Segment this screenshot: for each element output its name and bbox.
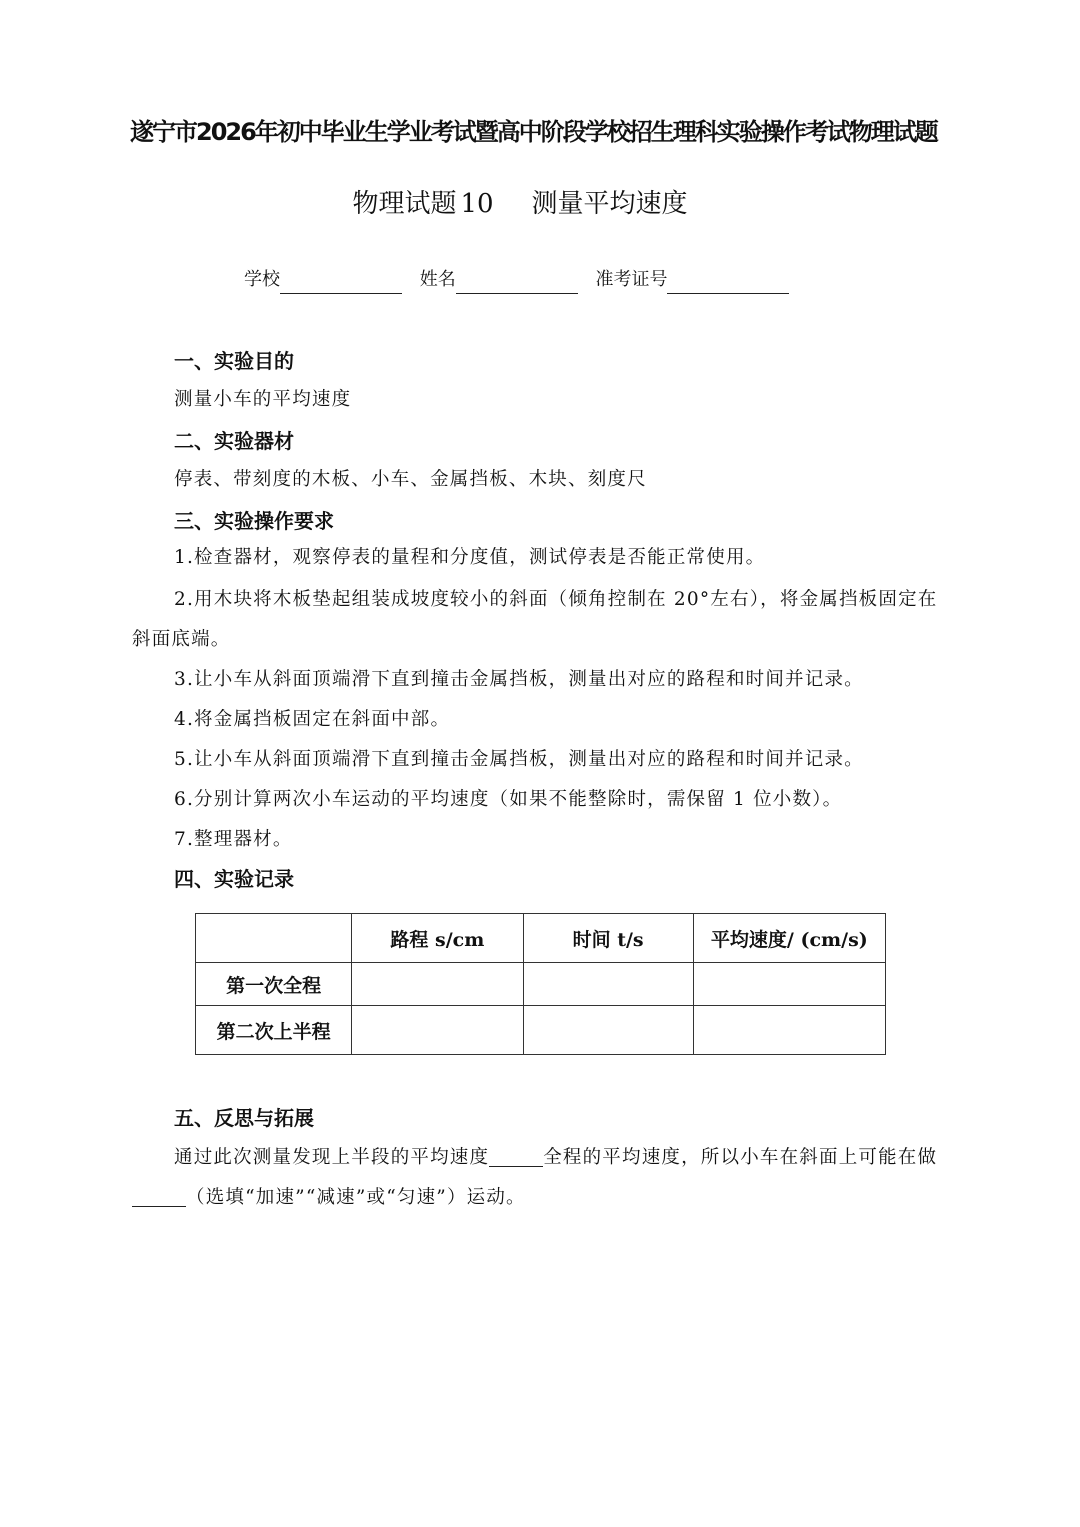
- procedure-step: 7.整理器材。: [174, 829, 293, 850]
- table-header-row: [196, 914, 886, 963]
- answer-blank-2[interactable]: [132, 1180, 186, 1207]
- school-label: 学校: [244, 269, 280, 290]
- table-cell-distance[interactable]: [352, 963, 523, 1006]
- experiment-title: [0, 184, 1040, 224]
- subtitle-prefix: 物理试题: [352, 189, 457, 219]
- section-heading-record: 四、实验记录: [174, 867, 294, 891]
- name-label: 姓名: [419, 269, 456, 290]
- equipment-text: 停表、带刻度的木板、小车、金属挡板、木块、刻度尺: [174, 469, 647, 490]
- procedure-step: 3.让小车从斜面顶端滑下直到撞击金属挡板，测量出对应的路程和时间并记录。: [174, 669, 864, 690]
- table-header: 时间 t/s: [523, 914, 693, 963]
- page-title: 遂宁市2026年初中毕业生学业考试暨高中阶段学校招生理科实验操作考试物理试题: [130, 118, 937, 146]
- table-header: [196, 914, 352, 963]
- table-header: 平均速度/ (cm/s): [693, 914, 885, 963]
- student-info-line: [244, 266, 801, 294]
- section-heading-procedure: 三、实验操作要求: [174, 509, 334, 533]
- name-blank[interactable]: [456, 271, 578, 294]
- reflection-text: [132, 1138, 952, 1218]
- subtitle-number: 10: [460, 189, 494, 219]
- subtitle-topic: 测量平均速度: [531, 189, 688, 219]
- row-label: 第二次上半程: [196, 1006, 352, 1055]
- procedure-step: 2.用木块将木板垫起组装成坡度较小的斜面（倾角控制在 20°左右），将金属挡板固定在斜面底端。: [132, 589, 938, 650]
- table-cell-time[interactable]: [523, 1006, 693, 1055]
- procedure-step: 5.让小车从斜面顶端滑下直到撞击金属挡板，测量出对应的路程和时间并记录。: [174, 749, 864, 770]
- reflection-text-b: 全程的平均速度，所以小车在斜面上可能在做: [543, 1147, 938, 1168]
- reflection-text-a: 通过此次测量发现上半段的平均速度: [174, 1147, 490, 1168]
- school-blank[interactable]: [280, 271, 402, 294]
- section-heading-purpose: 一、实验目的: [174, 349, 294, 373]
- exam-id-blank[interactable]: [667, 271, 789, 294]
- exam-id-label: 准考证号: [595, 269, 668, 290]
- table-cell-speed[interactable]: [693, 1006, 885, 1055]
- table-row: [196, 963, 886, 1006]
- procedure-step: 4.将金属挡板固定在斜面中部。: [174, 709, 451, 730]
- procedure-step: 6.分别计算两次小车运动的平均速度（如果不能整除时，需保留 1 位小数）。: [174, 789, 843, 810]
- table-cell-distance[interactable]: [352, 1006, 523, 1055]
- record-table: [195, 913, 886, 1055]
- section-heading-equipment: 二、实验器材: [174, 429, 294, 453]
- table-header: 路程 s/cm: [352, 914, 523, 963]
- purpose-text: 测量小车的平均速度: [174, 389, 352, 410]
- section-heading-reflection: 五、反思与拓展: [174, 1106, 314, 1130]
- procedure-step: 1.检查器材，观察停表的量程和分度值，测试停表是否能正常使用。: [174, 547, 766, 568]
- row-label: 第一次全程: [196, 963, 352, 1006]
- answer-blank-1[interactable]: [489, 1140, 543, 1167]
- table-cell-speed[interactable]: [693, 963, 885, 1006]
- table-cell-time[interactable]: [523, 963, 693, 1006]
- reflection-text-c: （选填“加速”“减速”或“匀速”）运动。: [186, 1187, 526, 1208]
- table-row: [196, 1006, 886, 1055]
